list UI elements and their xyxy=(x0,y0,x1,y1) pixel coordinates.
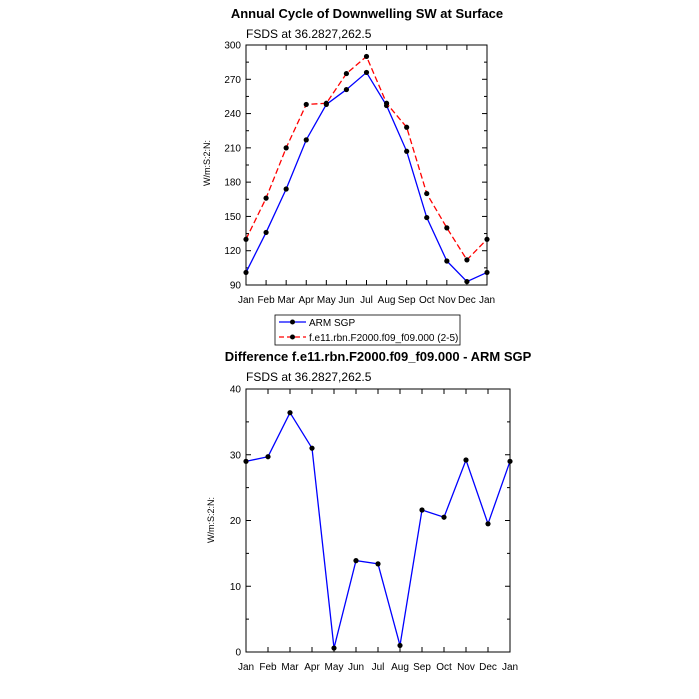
x-tick-label: Oct xyxy=(418,295,435,306)
series-point-1 xyxy=(324,101,329,106)
legend xyxy=(275,315,460,345)
x-tick-label: May xyxy=(324,662,344,673)
x-tick-label: Feb xyxy=(259,662,277,673)
series-point-1 xyxy=(284,145,289,150)
series-point-0 xyxy=(404,149,409,154)
x-tick-label: Apr xyxy=(304,662,320,673)
x-tick-label: Jun xyxy=(347,662,365,673)
series-point-0 xyxy=(397,643,402,648)
series-point-0 xyxy=(331,645,336,650)
series-point-0 xyxy=(485,521,490,526)
y-axis-label: W/m:S:2:N: xyxy=(202,139,212,187)
series-point-0 xyxy=(464,279,469,284)
y-tick-labels xyxy=(230,385,242,659)
x-tick-label: Apr xyxy=(298,295,315,306)
series-point-1 xyxy=(464,257,469,262)
series-point-1 xyxy=(364,54,369,59)
y-tick-label: 0 xyxy=(235,647,241,659)
y-tick-label: 30 xyxy=(229,450,241,462)
legend-label-model: f.e11.rbn.F2000.f09_f09.000 (2-5) xyxy=(309,333,459,344)
y-tick-label: 150 xyxy=(224,211,241,223)
x-tick-labels xyxy=(238,662,518,673)
series-point-1 xyxy=(424,191,429,196)
x-tick-label: Aug xyxy=(391,662,409,673)
x-tick-label: Mar xyxy=(277,295,295,306)
series-point-0 xyxy=(444,258,449,263)
x-tick-label: Nov xyxy=(437,295,456,306)
plot-frame xyxy=(246,389,510,652)
chart-title: Difference f.e11.rbn.F2000.f09_f09.000 - ARM SGP xyxy=(224,349,532,364)
legend-label-arm-sgp: ARM SGP xyxy=(309,318,356,329)
series-group xyxy=(243,54,489,284)
x-tick-labels xyxy=(238,295,495,306)
series-point-1 xyxy=(404,125,409,130)
series-point-0 xyxy=(441,515,446,520)
x-tick-label: Jan xyxy=(237,295,255,306)
series-point-0 xyxy=(304,137,309,142)
series-point-0 xyxy=(353,558,358,563)
annual-cycle-chart xyxy=(202,6,503,306)
series-point-1 xyxy=(263,196,268,201)
series-point-0 xyxy=(344,87,349,92)
y-tick-label: 40 xyxy=(229,384,241,396)
series-point-0 xyxy=(287,410,292,415)
y-tick-label: 90 xyxy=(229,280,241,292)
series-point-0 xyxy=(424,215,429,220)
y-tick-label: 10 xyxy=(229,581,241,593)
x-tick-label: Feb xyxy=(257,295,275,306)
series-point-1 xyxy=(304,102,309,107)
x-tick-label: May xyxy=(316,295,336,306)
series-point-0 xyxy=(265,454,270,459)
series-point-0 xyxy=(375,561,380,566)
x-tick-label: Dec xyxy=(479,662,497,673)
y-tick-label: 270 xyxy=(224,74,241,86)
y-tick-label: 180 xyxy=(224,177,241,189)
series-point-0 xyxy=(463,457,468,462)
series-group xyxy=(243,410,512,651)
series-point-1 xyxy=(384,101,389,106)
series-point-0 xyxy=(309,446,314,451)
y-tick-label: 300 xyxy=(224,40,241,52)
y-tick-label: 240 xyxy=(224,109,241,121)
legend-marker-model xyxy=(290,335,295,340)
series-point-0 xyxy=(284,186,289,191)
x-tick-label: Sep xyxy=(413,662,431,673)
x-tick-label: Mar xyxy=(281,662,299,673)
series-line-1 xyxy=(246,56,487,259)
series-point-0 xyxy=(263,230,268,235)
x-tick-label: Jan xyxy=(237,662,255,673)
legend-marker-arm-sgp xyxy=(290,320,295,325)
series-line-0 xyxy=(246,413,510,648)
y-tick-label: 210 xyxy=(224,143,241,155)
x-tick-label: Jul xyxy=(360,295,373,306)
x-tick-label: Jan xyxy=(501,662,519,673)
y-tick-label: 120 xyxy=(224,246,241,258)
chart-title: Annual Cycle of Downwelling SW at Surface xyxy=(230,6,504,21)
y-tick-label: 20 xyxy=(229,516,241,527)
x-tick-label: Jul xyxy=(371,662,385,673)
series-point-1 xyxy=(444,225,449,230)
series-point-0 xyxy=(419,507,424,512)
chart-subtitle: FSDS at 36.2827,262.5 xyxy=(246,370,372,384)
x-tick-label: Jun xyxy=(338,295,355,306)
x-tick-label: Nov xyxy=(457,662,475,673)
x-tick-label: Sep xyxy=(397,295,416,306)
y-axis-label: W/m:S:2:N: xyxy=(206,496,216,544)
x-tick-label: Aug xyxy=(377,295,396,306)
x-tick-label: Dec xyxy=(458,295,476,306)
x-tick-label: Jan xyxy=(478,295,496,306)
series-line-0 xyxy=(246,72,487,281)
tick-marks xyxy=(246,389,510,652)
x-tick-label: Oct xyxy=(436,662,452,673)
plot-frame xyxy=(246,45,487,285)
y-tick-labels xyxy=(224,41,241,292)
chart-subtitle: FSDS at 36.2827,262.5 xyxy=(246,27,372,41)
series-point-1 xyxy=(344,71,349,76)
tick-marks xyxy=(246,45,487,285)
series-point-0 xyxy=(364,70,369,75)
difference-chart xyxy=(206,349,532,673)
